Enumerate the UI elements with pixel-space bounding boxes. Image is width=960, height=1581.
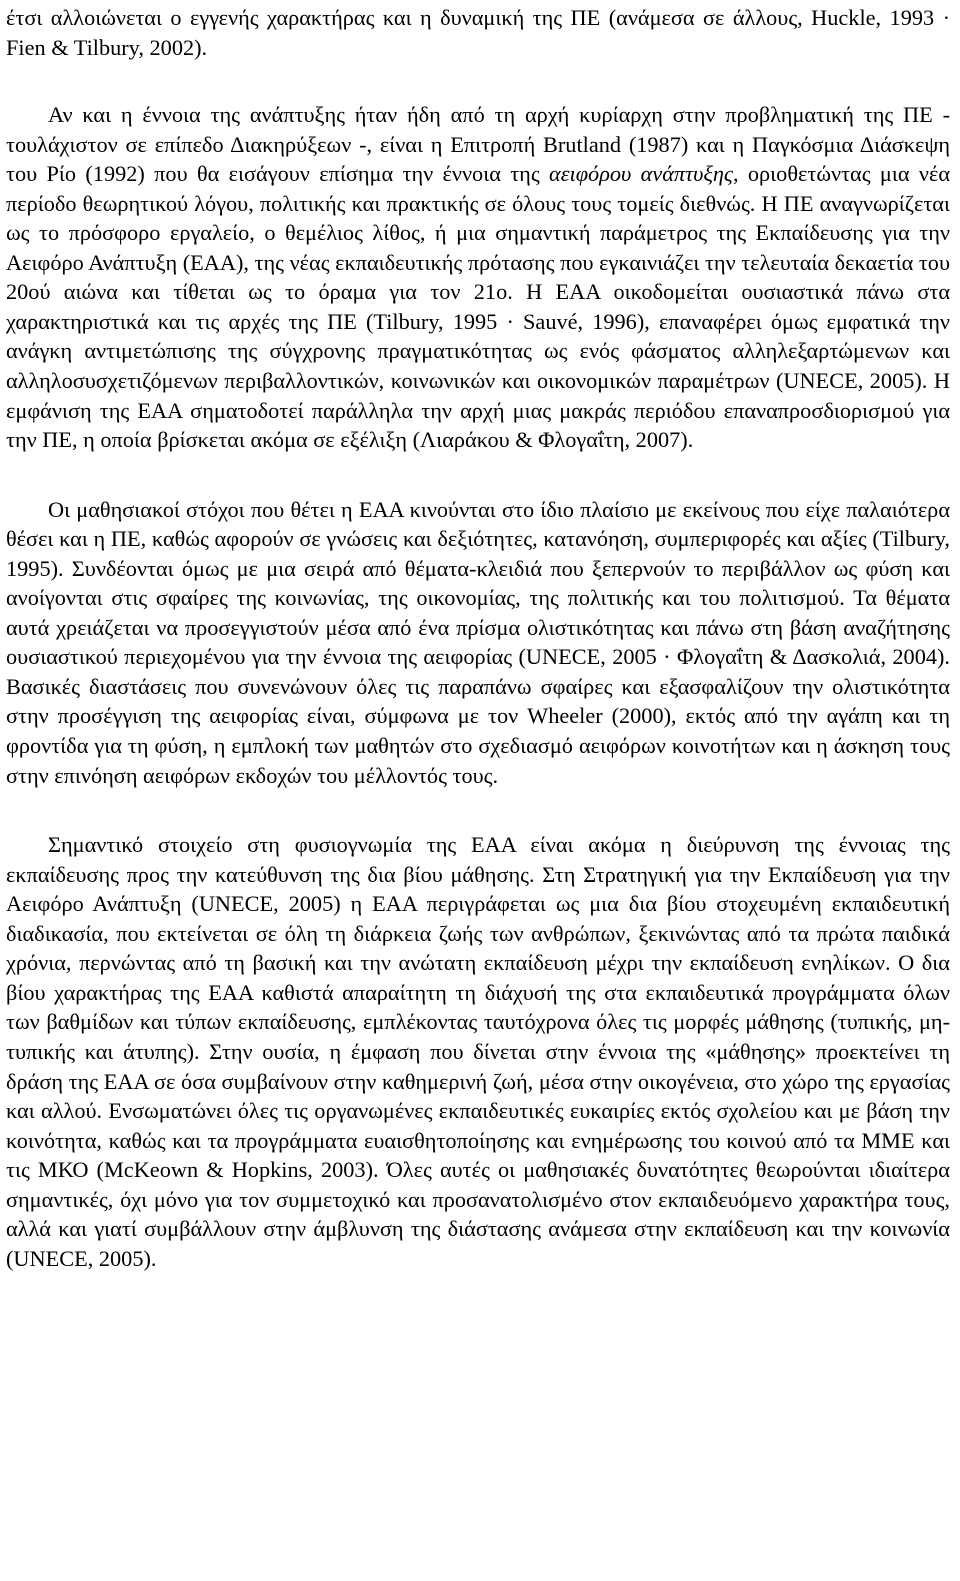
paragraph-4-text: Σημαντικό στοιχείο στη φυσιογνωμία της ΕΑΑ είναι ακόμα η διεύρυνση της έννοιας της εκπαίδευσης προς την κατεύθυνση της δια βίου μάθησης. Στη Στρατηγική για την Εκπαίδευση για την Αειφόρο Ανάπτυξη (UNECE, 2005) η ΕΑΑ περιγράφεται ως μια δια βίου στοχευμένη εκπαιδευτική διαδικασία, που εκτείνεται σε όλη τη διάρκεια ζωής των ανθρώπων, ξεκινώντας από τα πρώτα παιδικά χρόνια, περνώντας από τη βασική και την ανώτατη εκπαίδευση μέχρι την εκπαίδευση ενηλίκων. Ο δια βίου χαρακτήρας της ΕΑΑ καθιστά απαραίτητη τη διάχυσή της στα εκπαιδευτικά προγράμματα όλων των βαθμίδων και τύπων εκπαίδευσης, εμπλέκοντας ταυτόχρονα όλες τις μορφές μάθησης (τυπικής, μη-τυπικής και άτυπης). Στην ουσία, η έμφαση που δίνεται στην έννοια της «μάθησης» προεκτείνει τη δράση της ΕΑΑ σε όσα συμβαίνουν στην καθημερινή ζωή, μέσα στην οικογένεια, στο χώρο της εργασίας και αλλού. Ενσωματώνει όλες τις οργανωμένες εκπαιδευτικές ευκαιρίες εκτός σχολείου και με βάση την κοινότητα, καθώς και τα προγράμματα ευαισθητοποίησης και ενημέρωσης του κοινού από τα ΜΜΕ και τις ΜΚΟ (McKeown & Hopkins, 2003). Όλες αυτές οι μαθησιακές δυνατότητες θεωρούνται ιδιαίτερα σημαντικές, όχι μόνο για τον συμμετοχικό και προσανατολισμένο στον εκπαιδευόμενο χαρακτήρα τους, αλλά και γιατί συμβάλλουν στην άμβλυνση της διάστασης ανάμεσα στην εκπαίδευση και την κοινωνία (UNECE, 2005). [6, 832, 950, 1271]
paragraph-4 [6, 830, 950, 1273]
paragraph-3 [6, 495, 950, 790]
paragraph-2-text-b: , οριοθετώντας μια νέα περίοδο θεωρητικού λόγου, πολιτικής και πρακτικής σε όλους τους τομείς διεθνώς. Η ΠΕ αναγνωρίζεται ως το πρόσφορο εργαλείο, ο θεμέλιος λίθος, ή μια σημαντική παράμετρος της Εκπαίδευσης για την Αειφόρο Ανάπτυξη (ΕΑΑ), της νέας εκπαιδευτικής πρότασης που εγκαινιάζει την τελευταία δεκαετία του 20ού αιώνα και τίθεται ως το όραμα για τον 21ο. Η ΕΑΑ οικοδομείται ουσιαστικά πάνω στα χαρακτηριστικά και τις αρχές της ΠΕ (Tilbury, 1995 · Sauvé, 1996), επαναφέρει όμως εμφατικά την ανάγκη αντιμετώπισης της σύγχρονης πραγματικότητας ως ενός φάσματος αλληλεξαρτώμενων και αλληλοσυσχετιζόμενων περιβαλλοντικών, κοινωνικών και οικονομικών παραμέτρων (UNECE, 2005). Η εμφάνιση της ΕΑΑ σηματοδοτεί παράλληλα την αρχή μιας μακράς περιόδου επαναπροσδιορισμού για την ΠΕ, η οποία βρίσκεται ακόμα σε εξέλιξη (Λιαράκου & Φλογαΐτη, 2007). [6, 161, 951, 453]
paragraph-2-text-a: Αν και η έννοια της ανάπτυξης ήταν ήδη από τη αρχή κυρίαρχη στην προβληματική της ΠΕ - τουλάχιστον σε επίπεδο Διακηρύξεων -, είναι η Επιτροπή Brutland (1987) και η Παγκόσμια Διάσκεψη του Ρίο (1992) που θα εισάγουν επίσημα την έννοια της [6, 102, 950, 187]
paragraph-2 [6, 100, 950, 455]
paragraph-2-italic-term: αειφόρου ανάπτυξης [549, 161, 733, 187]
paragraph-1-text: έτσι αλλοιώνεται ο εγγενής χαρακτήρας και η δυναμική της ΠΕ (ανάμεσα σε άλλους, Huckle, 1993 · Fien & Tilbury, 2002). [6, 5, 950, 60]
paragraph-1 [6, 3, 950, 62]
document-page [6, 0, 950, 1273]
paragraph-3-text: Οι μαθησιακοί στόχοι που θέτει η ΕΑΑ κινούνται στο ίδιο πλαίσιο με εκείνους που είχε παλαιότερα θέσει και η ΠΕ, καθώς αφορούν σε γνώσεις και δεξιότητες, κατανόηση, συμπεριφορές και αξίες (Tilbury, 1995). Συνδέονται όμως με μια σειρά από θέματα-κλειδιά που ξεπερνούν το περιβάλλον ως φύση και ανοίγονται στις σφαίρες της κοινωνίας, της οικονομίας, της πολιτικής και του πολιτισμού. Τα θέματα αυτά χρειάζεται να προσεγγιστούν μέσα από ένα πρίσμα ολιστικότητας και πάνω στη βάση αναζήτησης ουσιαστικού περιεχομένου για την έννοια της αειφορίας (UNECE, 2005 · Φλογαΐτη & Δασκολιά, 2004). Βασικές διαστάσεις που συνενώνουν όλες τις παραπάνω σφαίρες και εξασφαλίζουν την ολιστικότητα στην προσέγγιση της αειφορίας είναι, σύμφωνα με τον Wheeler (2000), εκτός από την αγάπη και τη φροντίδα για τη φύση, η εμπλοκή των μαθητών στο σχεδιασμό αειφόρων κοινοτήτων και η άσκηση τους στην επινόηση αειφόρων εκδοχών του μέλλοντός τους. [6, 496, 950, 788]
